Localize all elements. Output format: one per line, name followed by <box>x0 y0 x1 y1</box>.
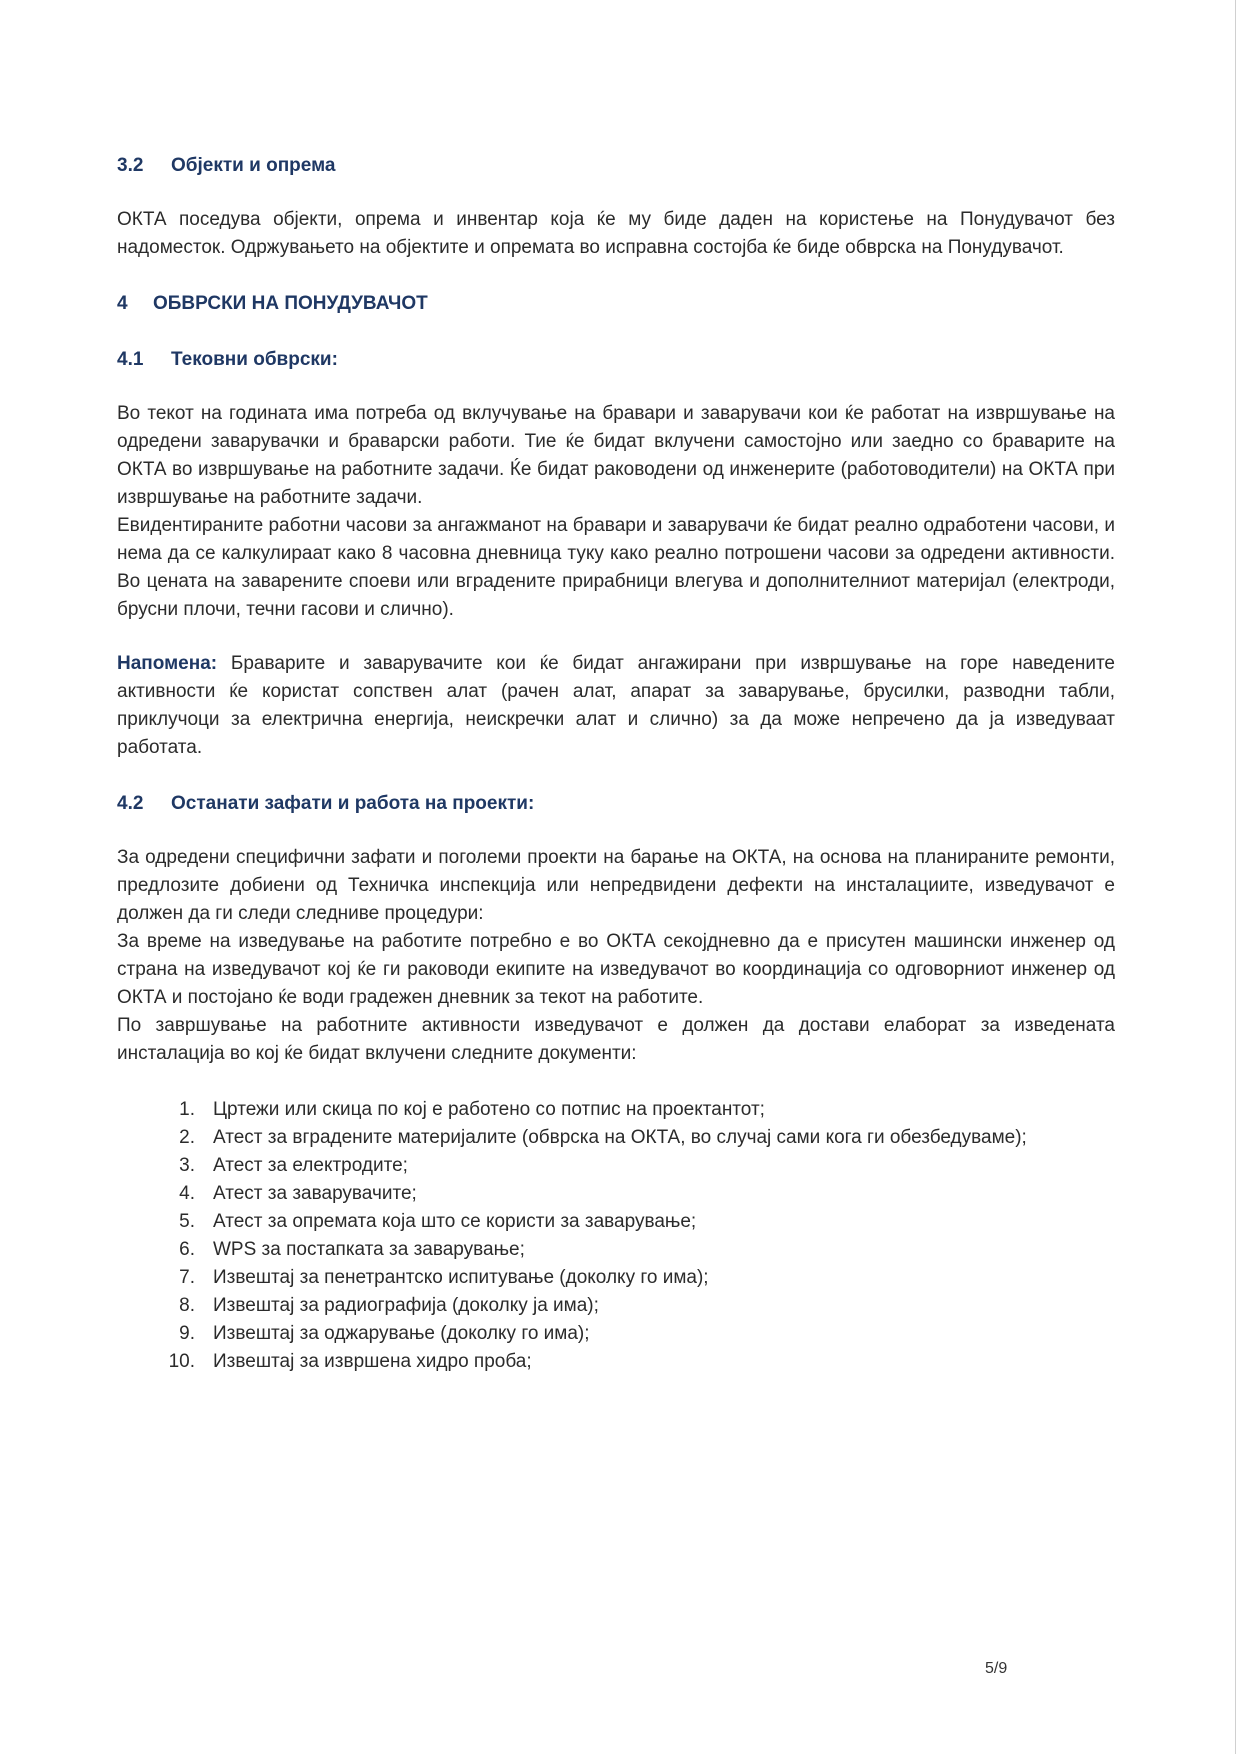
list-item: 2. Атест за вградените материјалите (обврска на ОКТА, во случај сами кога ги обезбедуваме); <box>179 1127 1027 1148</box>
page-edge-line <box>1235 0 1236 1754</box>
section-number: 4 <box>117 293 128 314</box>
section-number: 4.2 <box>117 793 144 814</box>
section-number: 4.1 <box>117 349 144 370</box>
note-paragraph <box>117 650 1115 762</box>
list-item: 9. Извештај за оджарување (доколку го има); <box>179 1323 590 1344</box>
section-4-1-heading <box>117 346 1115 374</box>
section-4-1-paragraph-1: Во текот на годината има потреба од вклучување на бравари и заварувачи кои ќе работат на извршување на одредени заварувачки и браварски работи. Тие ќе бидат вклучени самостојно или заедно со браварите на ОКТА во извршување на работните задачи. Ќе бидат раководени од инженерите (работоводители) на ОКТА при извршување на работните задачи. <box>117 403 1115 508</box>
list-item: 5. Атест за опремата која што се користи за заварување; <box>179 1211 697 1232</box>
note-text: Браварите и заварувачите кои ќе бидат ангажирани при извршување на горе наведените активности ќе користат сопствен алат (рачен алат, апарат за заварување, брусилки, разводни табли, приклучоци за електрична енергија, неискречки алат и слично) за да може непречено да ја изведуваат работата. <box>117 653 1115 758</box>
section-4-heading <box>117 290 1115 318</box>
section-number: 3.2 <box>117 155 144 176</box>
page-number: 5/9 <box>985 1660 1008 1677</box>
document-content <box>117 152 1115 1376</box>
list-item: 3. Атест за електродите; <box>179 1155 408 1176</box>
section-4-2-paragraph-2: За време на изведување на работите потребно е во ОКТА секојдневно да е присутен машински инженер од страна на изведувачот кој ќе ги раководи екипите на изведувачот во координација со одговорниот инженер од ОКТА и постојано ќе води градежен дневник за текот на работите. <box>117 931 1115 1008</box>
list-item: 10. Извештај за извршена хидро проба; <box>168 1351 532 1372</box>
section-3-2-heading <box>117 152 1115 180</box>
section-title: Објекти и опрема <box>171 155 336 176</box>
section-4-2-paragraph-1: За одредени специфични зафати и поголеми проекти на барање на ОКТА, на основа на планираните ремонти, предлозите добиени од Техничка инспекција или непредвидени дефекти на инсталациите, изведувачот е должен да ги следи следниве процедури: <box>117 847 1115 924</box>
list-item: 4. Атест за заварувачите; <box>179 1183 417 1204</box>
list-item: 7. Извештај за пенетрантско испитување (доколку го има); <box>179 1267 709 1288</box>
section-title: Тековни обврски: <box>171 349 338 370</box>
section-4-1-paragraph-2: Евидентираните работни часови за ангажманот на бравари и заварувачи ќе бидат реално одработени часови, и нема да се калкулираат како 8 часовна дневница туку како реално потрошени часови за одредени активности. Во цената на заварените споеви или вградените прирабници влегува и дополнителниот материјал (електроди, брусни плочи, течни гасови и слично). <box>117 515 1115 620</box>
note-label: Напомена: <box>117 653 218 674</box>
list-item: 6. WPS за постапката за заварување; <box>179 1239 525 1260</box>
section-4-2-heading <box>117 790 1115 818</box>
list-item: 1. Цртежи или скица по кој е работено со потпис на проектантот; <box>179 1099 765 1120</box>
section-3-2-text: ОКТА поседува објекти, опрема и инвентар која ќе му биде даден на користење на Понудувачот без надоместок. Одржувањето на објектите и опремата во исправна состојба ќе биде обврска на Понудувачот. <box>117 209 1115 258</box>
documents-list <box>155 1096 1115 1376</box>
section-4-2-paragraph-3: По завршување на работните активности изведувачот е должен да достави елаборат за изведената инсталација во кој ќе бидат вклучени следните документи: <box>117 1015 1115 1064</box>
section-title: ОБВРСКИ НА ПОНУДУВАЧОТ <box>153 293 428 314</box>
list-item: 8. Извештај за радиографија (доколку ја има); <box>179 1295 599 1316</box>
section-title: Останати зафати и работа на проекти: <box>171 793 535 814</box>
